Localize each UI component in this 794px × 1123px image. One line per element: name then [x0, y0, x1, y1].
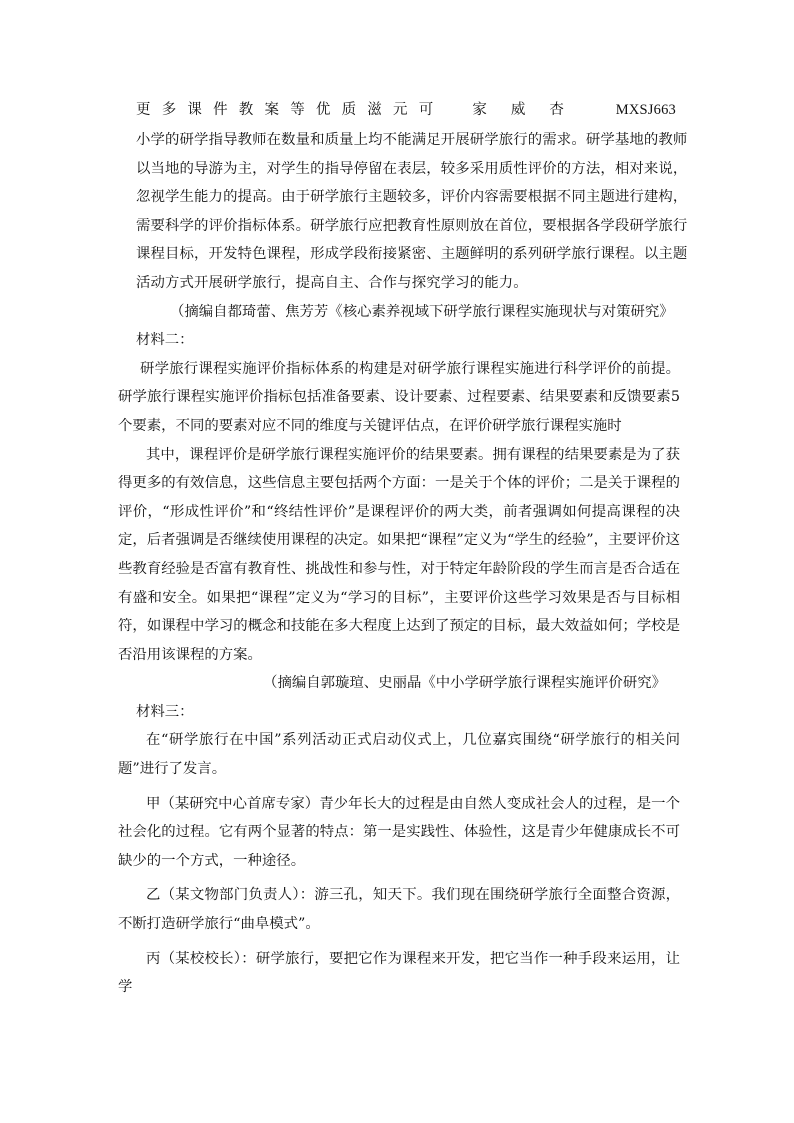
material1-line: 以当地的导游为主，对学生的指导停留在表层，较多采用质性评价的方法，相对来说， [136, 160, 688, 177]
material3-paragraph: 乙（某文物部门负责人）：游三孔，知天下。我们现在围绕研学旅行全面整合资源，不断打造研学旅行“曲阜模式”。 [118, 887, 680, 933]
header-code: MXSJ663 [615, 102, 676, 118]
header-middle-text: 家威杏 [472, 102, 588, 118]
material1-line: 活动方式开展研学旅行，提高自主、合作与探究学习的能力。 [136, 274, 528, 291]
material3-label: 材料三： [136, 703, 194, 720]
material1-line: 小学的研学指导教师在数量和质量上均不能满足开展研学旅行的需求。研学基地的教师 [136, 132, 688, 148]
material2-source: （摘编自郭璇瑄、史丽晶《中小学研学旅行课程实施评价研究》 [263, 675, 666, 692]
material2-label: 材料二： [136, 332, 194, 349]
material3-paragraph: 在“研学旅行在中国”系列活动正式启动仪式上，几位嘉宾围绕“研学旅行的相关问题”进行了发言。 [118, 732, 680, 778]
material3-paragraph: 甲（某研究中心首席专家）青少年长大的过程是由自然人变成社会人的过程，是一个社会化的过程。它有两个显著的特点：第一是实践性、体验性，这是青少年健康成长不可缺少的一个方式，一种途径。 [118, 795, 680, 869]
material1-paragraph [118, 126, 688, 298]
page-header [136, 100, 676, 120]
material1-line: 需要科学的评价指标体系。研学旅行应把教育性原则放在首位，要根据各学段研学旅行 [136, 217, 688, 234]
header-lead-text: 更多课件教案等优质滋元可 [136, 102, 445, 118]
material1-source: （摘编自都琦蕾、焦芳芳《核心素养视域下研学旅行课程实施现状与对策研究》 [170, 303, 674, 320]
document-body [118, 126, 688, 1002]
material2-paragraph: 研学旅行课程实施评价指标体系的构建是对研学旅行课程实施进行科学评价的前提。研学旅行课程实施评价指标包括准备要素、设计要素、过程要素、结果要素和反馈要素5个要素，不同的要素对应不同的维度与关键评估点，在评价研学旅行课程实施时 [118, 360, 680, 434]
material2-paragraph: 其中，课程评价是研学旅行课程实施评价的结果要素。拥有课程的结果要素是为了获得更多的有效信息，这些信息主要包括两个方面：一是关于个体的评价；二是关于课程的评价，“形成性评价”和“终结性评价”是课程评价的两大类，前者强调如何提高课程的决定，后者强调是否继续使用课程的决定。如果把“课程”定义为“学生的经验”，主要评价这些教育经验是否富有教育性、挑战性和参与性，对于特定年龄阶段的学生而言是否合适在有盛和安全。如果把“课程”定义为“学习的目标”，主要评价这些学习效果是否与目标相符，如课程中学习的概念和技能在多大程度上达到了预定的目标，最大效益如何；学校是否沿用该课程的方案。 [118, 446, 680, 663]
material1-line: 课程目标，开发特色课程，形成学段衔接紧密、主题鲜明的系列研学旅行课程。以主题 [136, 246, 688, 263]
material1-line: 忽视学生能力的提高。由于研学旅行主题较多，评价内容需要根据不同主题进行建构， [136, 189, 688, 206]
material3-paragraph: 丙（某校校长）：研学旅行，要把它作为课程来开发，把它当作一种手段来运用，让学 [118, 950, 680, 996]
